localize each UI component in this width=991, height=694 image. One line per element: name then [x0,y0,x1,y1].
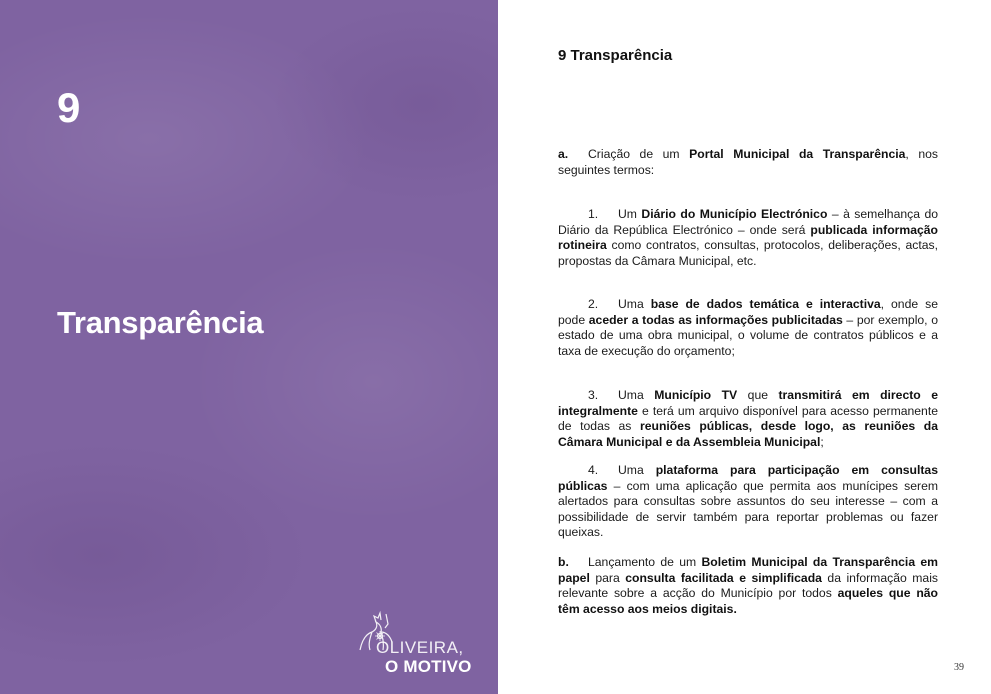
paragraph-a [558,147,938,178]
list-item-3-text-1: Uma [618,388,655,402]
list-item-3-bold-3: reuniões públicas, desde logo, as reuniões da Câmara Municipal e da Assembleia Municipal [558,419,938,449]
paragraph-a-marker: a. [558,147,569,161]
chapter-number: 9 [57,84,81,131]
paragraph-b-text-1: Lançamento de um [588,555,702,569]
list-item-3-bold-1: Município TV [654,388,738,402]
list-item-1-text-3: como contratos, consultas, protocolos, deliberações, actas, propostas da Câmara Municipal, etc. [558,238,938,268]
text-page [558,0,938,694]
list-item-4-text-1: Uma [618,463,656,477]
chapter-title: Transparência [57,305,264,340]
logo-text-line2: O MOTIVO [385,657,472,676]
list-item-2 [558,297,938,359]
list-item-3-bold-2: transmitirá em directo e integralmente [558,388,938,418]
paragraph-a-bold-1: Portal Municipal da Transparência [689,147,906,161]
list-item-4-bold-1: plataforma para participação em consultas públicas [558,463,938,493]
section-heading: 9 Transparência [558,47,673,64]
paragraph-a-text-2: , nos seguintes termos: [558,147,938,177]
list-item-1-text-2: – à semelhança do Diário da República Electrónico – onde será [558,207,939,237]
paragraph-b-bold-3: aqueles que não têm acesso aos meios digitais. [558,586,938,616]
list-item-4-number: 4. [588,463,599,477]
campaign-logo [356,608,476,680]
list-item-3-number: 3. [588,388,599,402]
list-item-3-text-2: que [737,388,779,402]
list-item-3-text-4: ; [820,434,824,449]
list-item-1-number: 1. [588,207,599,221]
list-item-2-text-3: – por exemplo, o estado de uma obra municipal, o volume de contratos públicos e a taxa de execução do orçamento; [558,312,939,358]
list-item-2-text-1: Uma [618,297,651,311]
list-item-2-bold-2: aceder a todas as informações publicitadas [588,312,843,327]
paragraph-b-text-2: para [589,570,626,585]
list-item-1 [558,207,938,269]
list-item-1-bold-1: Diário do Município Electrónico [641,207,828,221]
paragraph-b-marker: b. [558,555,569,569]
page-number: 39 [954,662,964,673]
list-item-1-text-1: Um [618,207,642,221]
list-item-4-text-2: – com uma aplicação que permita aos munícipes serem alertados para consultas sobre assuntos do seu interesse – com a possibilidade de servir também para reportar problemas ou fazer queixas. [558,478,938,540]
list-item-2-number: 2. [588,297,599,311]
list-item-3-text-3: e terá um arquivo disponível para acesso permanente de todas as [558,403,938,434]
list-item-3 [558,388,938,450]
paragraph-b [558,555,938,617]
paragraph-a-text-1: Criação de um [588,147,690,161]
logo-text-line1: OLIVEIRA, [376,638,464,657]
list-item-2-text-2: , onde se pode [558,297,938,327]
list-item-1-bold-2: publicada informação rotineira [558,222,938,253]
paragraph-b-bold-1: Boletim Municipal da Transparência em papel [558,555,938,585]
list-item-4 [558,463,938,541]
list-item-2-bold-1: base de dados temática e interactiva [650,297,881,311]
paragraph-b-bold-2: consulta facilitada e simplificada [625,570,822,585]
paragraph-b-text-3: da informação mais relevante sobre a acção do Município por todos [558,570,938,601]
